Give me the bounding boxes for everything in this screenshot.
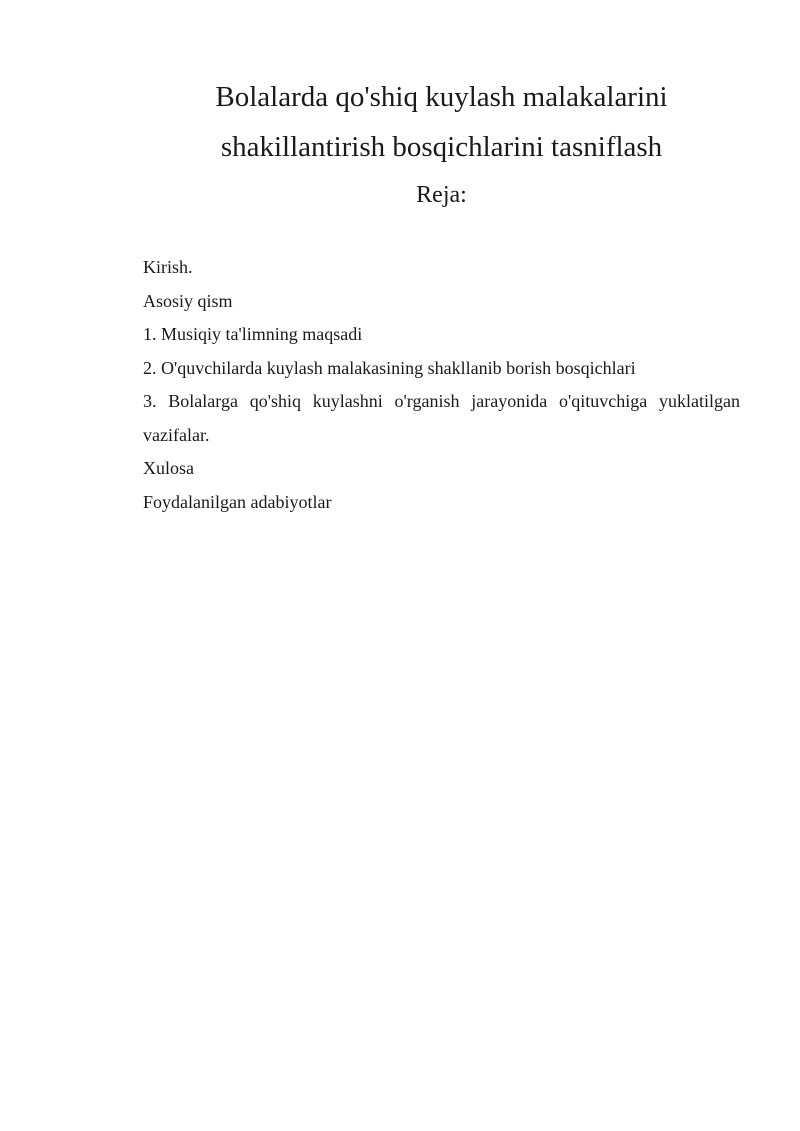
title-block bbox=[143, 72, 740, 218]
toc-item-introduction: Kirish. bbox=[143, 257, 193, 277]
toc-item-main-part: Asosiy qism bbox=[143, 290, 233, 311]
table-of-contents bbox=[143, 251, 740, 519]
document-title-line-1: Bolalarda qo'shiq kuylash malakalarini bbox=[215, 81, 668, 113]
toc-item-references: Foydalanilgan adabiyotlar bbox=[143, 491, 332, 512]
plan-heading: Reja: bbox=[416, 182, 467, 208]
document-title-line-2: shakillantirish bosqichlarini tasniflash bbox=[220, 131, 663, 163]
toc-item-conclusion: Xulosa bbox=[143, 458, 194, 478]
toc-item-2: 2. O'quvchilarda kuylash malakasining shakllanib borish bosqichlari bbox=[143, 357, 636, 378]
toc-item-3: 3. Bolalarga qo'shiq kuylashni o'rganish jarayonida o'qituvchiga yuklatilgan vazifalar. bbox=[143, 391, 740, 445]
toc-item-1: 1. Musiqiy ta'limning maqsadi bbox=[143, 324, 363, 344]
